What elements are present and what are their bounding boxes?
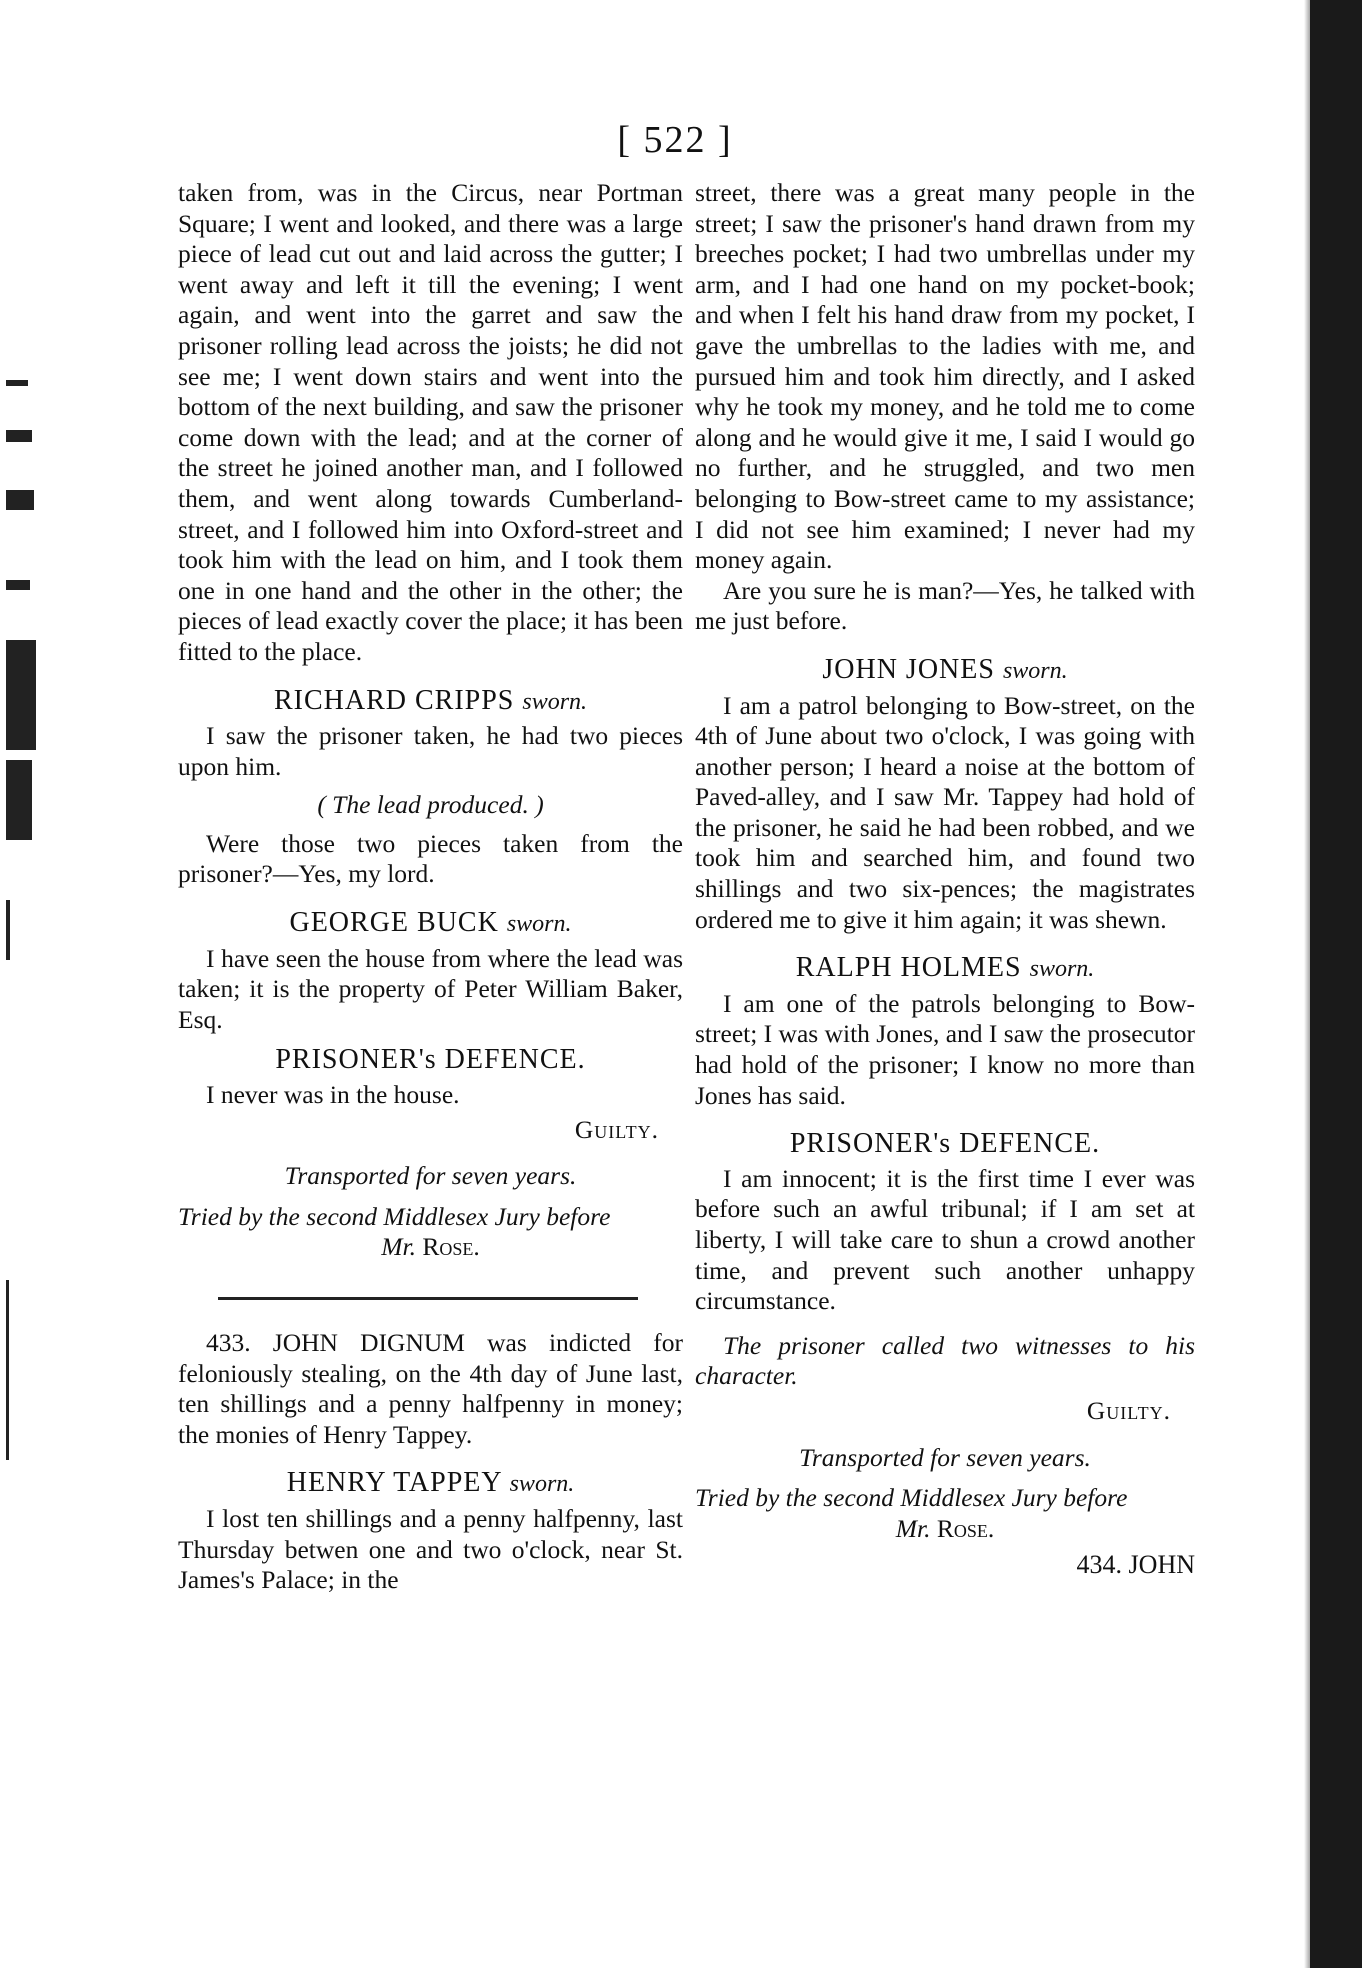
judge-name: Rose. xyxy=(422,1232,480,1262)
judge-title: Mr. xyxy=(895,1513,931,1543)
case-indictment: 433. JOHN DIGNUM was indicted for feloniously stealing, on the 4th day of June last, ten shillings and a penny halfpenny in money; the monies of Henry Tappey. xyxy=(178,1328,683,1449)
left-column xyxy=(178,178,683,1596)
tried-by-line: Tried by the second Middlesex Jury before xyxy=(695,1483,1128,1513)
sworn-label: sworn. xyxy=(1029,956,1095,983)
right-column xyxy=(695,178,1195,1581)
witnesses-note: The prisoner called two witnesses to his character. xyxy=(695,1330,1195,1391)
defence-heading: PRISONER's DEFENCE. xyxy=(789,1128,1101,1160)
judge-title: Mr. xyxy=(381,1232,416,1262)
witness-testimony: I lost ten shillings and a penny halfpenny, last Thursday betwen one and two o'clock, near St. James's Palace; in the xyxy=(178,1503,683,1595)
witness-name: RALPH HOLMES xyxy=(795,952,1022,984)
sworn-label: sworn. xyxy=(509,1471,575,1498)
witness-name: JOHN JONES xyxy=(822,653,995,685)
verdict: Guilty. xyxy=(1086,1395,1171,1425)
witness-testimony: I am one of the patrols belonging to Bow-street; I was with Jones, and I saw the prosecutor had hold of the prisoner; I know no more than Jones has said. xyxy=(695,988,1195,1110)
court-question: Are you sure he is man?—Yes, he talked with me just before. xyxy=(695,575,1195,636)
page-binding-edge xyxy=(1310,0,1362,1968)
defence-text: I am innocent; it is the first time I ever was before such an awful tribunal; if I am set at liberty, I will take care to shun a crowd another time, and prevent such another unhappy circumstance. xyxy=(695,1163,1195,1316)
witness-heading-cripps xyxy=(178,686,683,718)
defence-text: I never was in the house. xyxy=(206,1080,460,1110)
witness-heading-jones xyxy=(695,655,1195,687)
court-question: Were those two pieces taken from the prisoner?—Yes, my lord. xyxy=(178,828,683,889)
witness-heading-buck xyxy=(178,908,683,940)
tried-judge xyxy=(178,1232,683,1263)
sentence: Transported for seven years. xyxy=(284,1161,577,1191)
verdict: Guilty. xyxy=(574,1114,659,1144)
witness-name: RICHARD CRIPPS xyxy=(273,684,515,716)
sworn-label: sworn. xyxy=(522,688,588,715)
sworn-label: sworn. xyxy=(506,911,572,938)
witness-testimony: I saw the prisoner taken, he had two pieces upon him. xyxy=(178,721,683,781)
witness-name: HENRY TAPPEY xyxy=(286,1467,502,1499)
tried-judge xyxy=(695,1514,1195,1545)
witness-heading-holmes xyxy=(695,953,1195,985)
witness-testimony: I am a patrol belonging to Bow-street, on the 4th of June about two o'clock, I was going with another person; I heard a noise at the bottom of Paved-alley, and I saw Mr. Tappey had hold of the prisoner, he said he had been robbed, and we took him and searched him, and found two shillings and two six-pences; the magistrates ordered me to give it him again; it was shewn. xyxy=(695,690,1195,934)
sentence: Transported for seven years. xyxy=(799,1442,1091,1472)
right-opening-paragraph: street, there was a great many people in the street; I saw the prisoner's hand drawn from my breeches pocket; I had two umbrellas under my arm, and I had one hand on my pocket-book; and when I felt his hand draw from my pocket, I gave the umbrellas to the ladies with me, and pursued him and took him directly, and I asked why he took my money, and he told me to come along and he would give it me, I said I would go no further, and he struggled, and two men belonging to Bow-street came to my assistance; I did not see him examined; I never had my money again. xyxy=(695,178,1195,575)
witness-testimony: I have seen the house from where the lead was taken; it is the property of Peter William Baker, Esq. xyxy=(178,943,683,1034)
page-number: [ 522 ] xyxy=(617,119,733,161)
defence-heading: PRISONER's DEFENCE. xyxy=(275,1044,586,1076)
witness-name: GEORGE BUCK xyxy=(289,907,499,939)
left-margin-scan-marks xyxy=(0,0,40,1968)
catchword: 434. JOHN xyxy=(1076,1550,1195,1580)
lead-produced-note: ( The lead produced. ) xyxy=(317,790,544,820)
left-opening-paragraph: taken from, was in the Circus, near Portman Square; I went and looked, and there was a large piece of lead cut out and laid across the gutter; I went away and left it till the evening; I went again, and went into the garret and saw the prisoner rolling lead across the joists; he did not see me; I went down stairs and went into the bottom of the next building, and saw the prisoner come down with the lead; and at the corner of the street he joined another man, and I followed them, and went along towards Cumberland-street, and I followed him into Oxford-street and took him with the lead on him, and I took them one in one hand and the other in the other; the pieces of lead exactly cover the place; it has been fitted to the place. xyxy=(178,178,683,666)
tried-by-line: Tried by the second Middlesex Jury before xyxy=(178,1201,611,1231)
judge-name: Rose. xyxy=(936,1513,995,1543)
witness-heading-tappey xyxy=(178,1468,683,1500)
section-divider xyxy=(218,1297,638,1300)
sworn-label: sworn. xyxy=(1002,657,1068,684)
